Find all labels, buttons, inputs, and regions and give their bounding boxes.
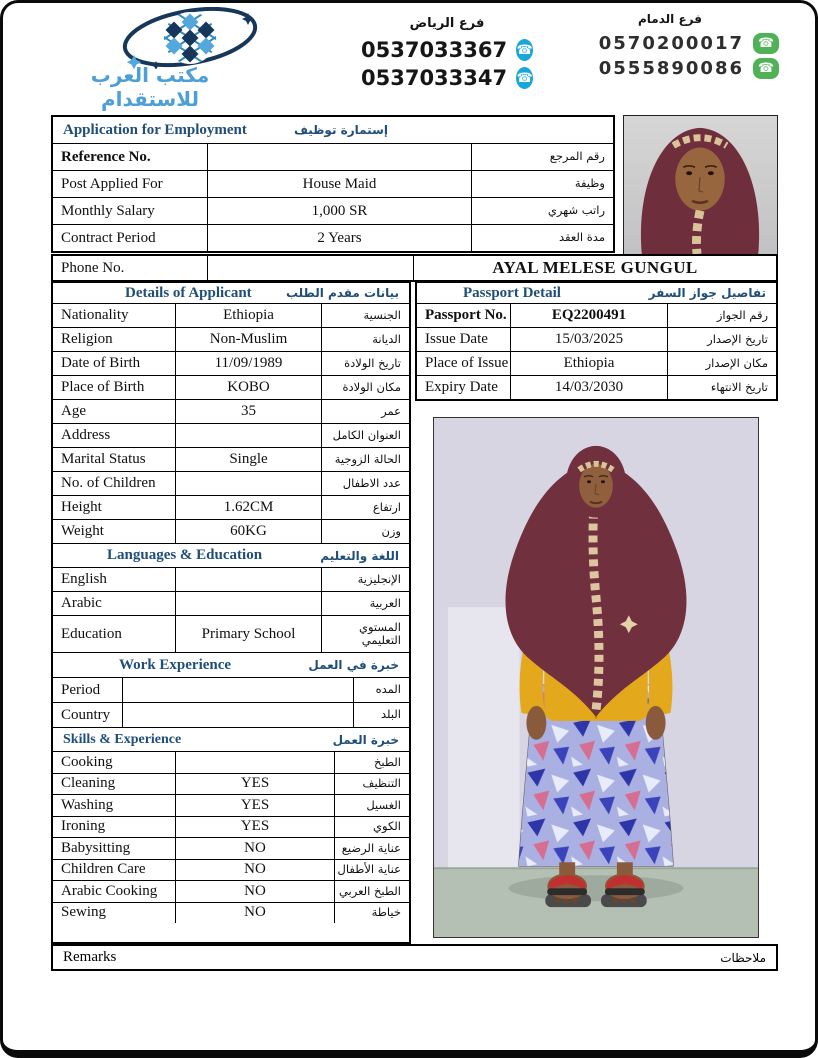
field-label-arabic: مدة العقد (471, 225, 613, 251)
field-value (175, 424, 321, 447)
table-row-children (53, 471, 409, 495)
field-label-arabic: رقم الجواز (667, 304, 776, 327)
field-label: Address (61, 427, 111, 443)
field-value: Primary School (175, 616, 321, 652)
field-label-arabic: الطبخ (334, 752, 409, 773)
table-row-place-of-birth (53, 375, 409, 399)
field-label: Marital Status (61, 451, 146, 467)
riyadh-phone-number: 0537033367 (361, 38, 508, 62)
riyadh-phone-number: 0537033347 (361, 66, 508, 90)
table-row-children-care (53, 859, 409, 881)
section-title-ar: بيانات مقدم الطلب (285, 286, 399, 300)
table-row-arabic-cooking (53, 880, 409, 902)
field-label-arabic: المده (353, 678, 409, 702)
whatsapp-icon: ☎ (516, 67, 533, 89)
section-title-en: Work Experience (119, 656, 232, 673)
field-value: YES (175, 795, 334, 816)
field-label: Ironing (61, 818, 106, 835)
field-value: NO (175, 881, 334, 902)
application-section-header (53, 117, 613, 143)
dammam-branch-contact (561, 12, 779, 79)
table-row-cooking (53, 751, 409, 773)
field-label-arabic: الجنسية (321, 304, 409, 327)
section-title-en: Details of Applicant (125, 284, 252, 301)
table-row-marital-status (53, 447, 409, 471)
field-label: Reference No. (61, 148, 151, 165)
field-value: Ethiopia (175, 304, 321, 327)
section-title-ar: اللغة والتعليم (320, 548, 399, 563)
field-label: Children Care (61, 861, 146, 878)
field-label-arabic: ارتفاع (321, 496, 409, 519)
field-label-arabic: العنوان الكامل (321, 424, 409, 447)
field-label-arabic: عمر (321, 400, 409, 423)
candidate-name: AYAL MELESE GUNGUL (413, 256, 776, 280)
table-row-country (53, 702, 409, 727)
table-row-issue-date (417, 327, 776, 351)
table-row-period (53, 677, 409, 702)
field-value (175, 752, 334, 773)
applicant-fullbody-photo (433, 417, 759, 938)
agency-name-arabic: مكتب العرب للاستقدام (90, 63, 210, 111)
field-label-arabic: المستوي التعليمي (321, 616, 409, 652)
field-value: NO (175, 838, 334, 859)
field-label: Expiry Date (425, 379, 498, 395)
field-value: 11/09/1989 (175, 352, 321, 375)
field-value: YES (175, 774, 334, 795)
passport-table (415, 281, 778, 401)
field-label-arabic: البلد (353, 703, 409, 727)
field-label: Date of Birth (61, 355, 141, 371)
field-value: KOBO (175, 376, 321, 399)
passport-section-header (417, 283, 776, 303)
field-label-arabic: عدد الاطفال (321, 472, 409, 495)
field-label: Weight (61, 523, 104, 539)
section-title-en: Passport Detail (463, 284, 561, 301)
table-row-contract-period (53, 224, 613, 251)
table-row-education (53, 615, 409, 652)
field-value (207, 144, 471, 170)
riyadh-branch-contact (361, 16, 533, 90)
field-label-arabic: الحالة الزوجية (321, 448, 409, 471)
field-label-arabic: راتب شهري (471, 198, 613, 224)
field-label-arabic: الغسيل (334, 795, 409, 816)
field-label: Post Applied For (61, 175, 163, 192)
field-label: Place of Issue (425, 355, 509, 371)
field-label: Issue Date (425, 331, 488, 347)
table-row-monthly-salary (53, 197, 613, 224)
field-label-arabic: عناية الأطفال (334, 860, 409, 881)
remarks-label: Remarks (63, 949, 117, 965)
field-label: No. of Children (61, 475, 156, 491)
field-label-arabic: مكان الولادة (321, 376, 409, 399)
phone-label: Phone No. (61, 259, 125, 276)
field-value: EQ2200491 (510, 304, 667, 327)
field-label-arabic: الديانة (321, 328, 409, 351)
field-label-arabic: التنظيف (334, 774, 409, 795)
table-row-passport-no (417, 303, 776, 327)
field-label: Sewing (61, 904, 106, 921)
field-label-arabic: تاريخ الإصدار (667, 328, 776, 351)
dammam-phone-line (561, 33, 779, 54)
field-label-arabic: وزن (321, 520, 409, 543)
field-label: Contract Period (61, 229, 156, 246)
table-row-post-applied (53, 170, 613, 197)
field-label: Arabic Cooking (61, 882, 158, 899)
field-value: YES (175, 817, 334, 838)
field-value: Single (175, 448, 321, 471)
field-value: 15/03/2025 (510, 328, 667, 351)
field-value (122, 703, 353, 727)
table-row-weight (53, 519, 409, 543)
table-row-religion (53, 327, 409, 351)
table-row-english (53, 567, 409, 591)
remarks-row (51, 944, 778, 971)
table-row-place-of-issue (417, 351, 776, 375)
table-row-babysitting (53, 837, 409, 859)
field-label: Monthly Salary (61, 202, 155, 219)
application-table (51, 115, 615, 253)
field-label: Arabic (61, 595, 102, 611)
dammam-phone-number: 0570200017 (598, 33, 744, 54)
field-label: Age (61, 403, 86, 419)
field-value (175, 472, 321, 495)
table-row-expiry-date (417, 375, 776, 399)
field-label: Washing (61, 796, 114, 813)
field-value: House Maid (207, 171, 471, 197)
field-label-arabic: خياطة (334, 903, 409, 924)
riyadh-branch-label: فرع الرياض (409, 16, 485, 31)
dammam-phone-line (561, 58, 779, 79)
field-label: Babysitting (61, 839, 131, 856)
dammam-branch-label: فرع الدمام (638, 12, 702, 26)
field-value: Non-Muslim (175, 328, 321, 351)
field-label: Height (61, 499, 102, 515)
field-value: NO (175, 903, 334, 924)
field-label: Cooking (61, 753, 113, 770)
field-value (175, 592, 321, 615)
field-label: Place of Birth (61, 379, 145, 395)
field-value: NO (175, 860, 334, 881)
field-label: Nationality (61, 307, 129, 323)
field-label: English (61, 571, 107, 587)
section-title-ar: تفاصيل جواز السفر (648, 286, 766, 300)
field-label: Country (61, 706, 111, 723)
table-row-cleaning (53, 773, 409, 795)
whatsapp-icon: ☎ (516, 39, 533, 61)
languages-section-header (53, 543, 409, 567)
field-label-arabic: العربية (321, 592, 409, 615)
field-label-arabic: مكان الإصدار (667, 352, 776, 375)
field-label: Period (61, 681, 101, 698)
field-value: 2 Years (207, 225, 471, 251)
section-title-en: Languages & Education (107, 547, 263, 563)
field-value: Ethiopia (510, 352, 667, 375)
field-label-arabic: وظيفة (471, 171, 613, 197)
field-label-arabic: عناية الرضيع (334, 838, 409, 859)
details-section-header (53, 283, 409, 303)
field-label-arabic: تاريخ الانتهاء (667, 376, 776, 399)
dammam-phone-number: 0555890086 (598, 58, 744, 79)
field-value (175, 568, 321, 591)
table-row-height (53, 495, 409, 519)
field-value: 14/03/2030 (510, 376, 667, 399)
field-label: Cleaning (61, 775, 116, 792)
field-value (122, 678, 353, 702)
table-row-reference-no (53, 143, 613, 170)
field-label-arabic: الإنجليزية (321, 568, 409, 591)
field-label: Passport No. (425, 307, 507, 323)
remarks-label-arabic: ملاحظات (720, 950, 766, 965)
field-label: Education (61, 625, 122, 642)
table-row-sewing (53, 902, 409, 924)
field-label-arabic: رقم المرجع (471, 144, 613, 170)
phone-icon: ☎ (753, 33, 779, 54)
field-label-arabic: الكوي (334, 817, 409, 838)
applicant-portrait-photo (623, 115, 778, 255)
phone-name-row (51, 254, 778, 282)
section-title-en: Skills & Experience (63, 731, 182, 747)
skills-section-header (53, 727, 409, 751)
phone-icon: ☎ (753, 58, 779, 79)
field-value: 35 (175, 400, 321, 423)
work-experience-section-header (53, 652, 409, 677)
section-title-ar: خبرة العمل (332, 732, 399, 747)
table-row-ironing (53, 816, 409, 838)
section-title-ar: خبرة في العمل (308, 658, 399, 672)
table-row-washing (53, 794, 409, 816)
riyadh-phone-line (361, 66, 533, 90)
field-label: Religion (61, 331, 113, 347)
section-title-en: Application for Employment (63, 121, 247, 138)
field-label-arabic: الطبخ العربي (334, 881, 409, 902)
field-value: 60KG (175, 520, 321, 543)
table-row-nationality (53, 303, 409, 327)
riyadh-phone-line (361, 38, 533, 62)
phone-value (207, 256, 413, 280)
applicant-details-stack (51, 281, 411, 944)
field-value: 1.62CM (175, 496, 321, 519)
section-title-ar: إستمارة توظيف (293, 123, 388, 137)
field-value: 1,000 SR (207, 198, 471, 224)
table-row-age (53, 399, 409, 423)
table-row-arabic (53, 591, 409, 615)
table-row-address (53, 423, 409, 447)
field-label-arabic: تاريخ الولادة (321, 352, 409, 375)
table-row-date-of-birth (53, 351, 409, 375)
